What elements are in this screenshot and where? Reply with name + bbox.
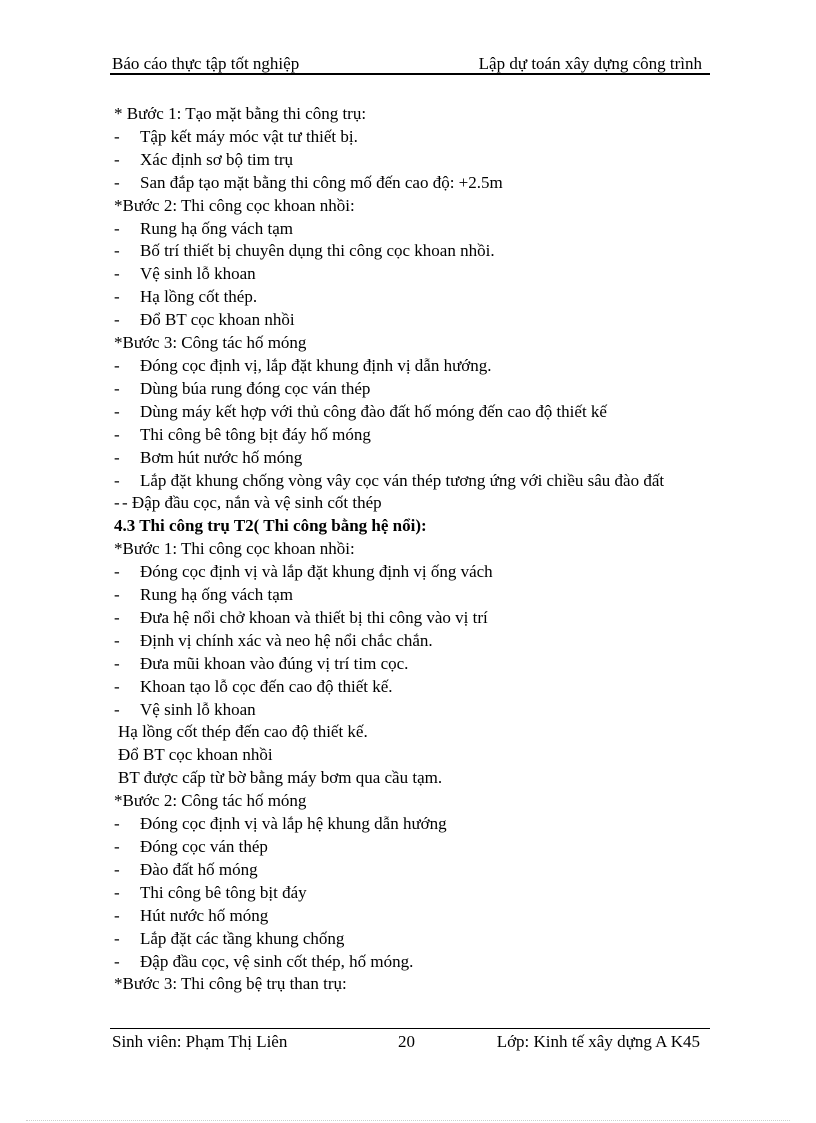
bullet-dash: - [114,149,120,169]
page-bottom-dotted-border [26,1120,790,1121]
step-title: *Bước 3: Thi công bệ trụ than trụ: [114,974,347,994]
list-item [114,240,706,263]
bullet-dash: - [114,493,120,513]
bullet-dash: - [114,470,120,490]
list-item-text: Đào đất hố móng [140,859,258,879]
bullet-dash: - [114,378,120,398]
bullet-dash: - [114,653,120,673]
bullet-dash: - [114,630,120,650]
list-item [114,561,706,584]
list-item [114,424,706,447]
list-item-text: Hút nước hố móng [140,905,269,925]
section-heading: 4.3 Thi công trụ T2( Thi công bằng hệ nổi): [114,516,427,536]
list-item-text: San đắp tạo mặt bằng thi công mố đến cao độ: +2.5m [140,172,503,192]
step-title: *Bước 2: Thi công cọc khoan nhồi: [114,195,355,215]
list-item [114,882,706,905]
list-item-text: Xác định sơ bộ tim trụ [140,149,293,169]
list-item [114,149,706,172]
list-item [114,836,706,859]
page-footer [110,1032,710,1052]
bullet-dash: - [114,264,120,284]
bullet-dash: - [114,905,120,925]
bullet-dash: - [114,676,120,696]
bullet-dash: - [114,607,120,627]
list-item [114,951,706,974]
bullet-dash: - [114,218,120,238]
bullet-dash: - [114,562,120,582]
list-item [114,447,706,470]
bullet-dash: - [114,241,120,261]
page-header [110,54,710,74]
list-item [114,905,706,928]
bullet-dash: - [114,355,120,375]
bullet-dash: - [114,951,120,971]
bullet-dash: - [114,928,120,948]
list-item [114,630,706,653]
list-item [114,813,706,836]
list-item-text: Hạ lồng cốt thép. [140,287,258,307]
list-item-text: Đưa mũi khoan vào đúng vị trí tim cọc. [140,653,409,673]
list-item [114,378,706,401]
list-item-text: Định vị chính xác và neo hệ nổi chắc chắn. [140,630,433,650]
bullet-dash: - [114,859,120,879]
list-item [114,699,706,722]
list-item-text: Đóng cọc ván thép [140,837,268,856]
list-item-text: Tập kết máy móc vật tư thiết bị. [140,126,358,146]
list-item [114,126,706,149]
list-item [114,172,706,195]
body-text-line: Đổ BT cọc khoan nhồi [118,745,273,765]
footer-class-name: Lớp: Kinh tế xây dựng A K45 [496,1032,700,1051]
bullet-dash: - [114,172,120,192]
step-title: *Bước 1: Thi công cọc khoan nhồi: [114,539,355,559]
list-item-text: Rung hạ ống vách tạm [140,585,293,605]
list-item [114,309,706,332]
list-item [114,286,706,309]
list-item-text: Đổ BT cọc khoan nhồi [140,310,295,330]
document-body [114,103,706,996]
bullet-dash: - [114,814,120,834]
list-item-text: Rung hạ ống vách tạm [140,218,293,238]
header-rule [110,73,710,75]
list-item-text: - Đập đầu cọc, nắn và vệ sinh cốt thép [122,493,382,513]
list-item [114,263,706,286]
list-item-text: Đóng cọc định vị và lắp đặt khung định vị ống vách [140,562,493,582]
list-item [114,607,706,630]
bullet-dash: - [114,287,120,307]
bullet-dash: - [114,585,120,605]
list-item-text: Dùng máy kết hợp với thủ công đào đất hố móng đến cao độ thiết kế [140,401,607,421]
header-project-title: Lập dự toán xây dựng công trình [478,54,702,73]
list-item [114,676,706,699]
step-title: *Bước 3: Công tác hố móng [114,333,307,353]
list-item-text: Vệ sinh lỗ khoan [140,264,256,284]
list-item-text: Khoan tạo lỗ cọc đến cao độ thiết kế. [140,676,393,696]
body-text-line: Hạ lồng cốt thép đến cao độ thiết kế. [118,722,368,742]
bullet-dash: - [114,401,120,421]
list-item [114,653,706,676]
list-item [114,218,706,241]
list-item [114,492,706,515]
list-item-text: Lắp đặt khung chống vòng vây cọc ván thép tương ứng với chiều sâu đào đất [140,470,665,490]
step-title: *Bước 2: Công tác hố móng [114,791,307,811]
list-item [114,584,706,607]
step-title: * Bước 1: Tạo mặt bằng thi công trụ: [114,104,367,123]
list-item [114,859,706,882]
list-item-text: Lắp đặt các tầng khung chống [140,928,345,948]
footer-rule [110,1028,710,1029]
footer-page-number: 20 [398,1032,415,1051]
bullet-dash: - [114,699,120,719]
bullet-dash: - [114,424,120,444]
list-item-text: Bố trí thiết bị chuyên dụng thi công cọc khoan nhồi. [140,241,495,261]
footer-student-name: Sinh viên: Phạm Thị Liên [112,1032,288,1051]
list-item-text: Dùng búa rung đóng cọc ván thép [140,378,371,398]
list-item-text: Thi công bê tông bịt đáy hố móng [140,424,371,444]
list-item [114,355,706,378]
list-item [114,401,706,424]
list-item-text: Vệ sinh lỗ khoan [140,699,256,719]
list-item-text: Đóng cọc định vị và lắp hệ khung dẫn hướng [140,814,447,834]
list-item [114,470,706,493]
list-item [114,928,706,951]
list-item-text: Thi công bê tông bịt đáy [140,882,307,902]
header-report-title: Báo cáo thực tập tốt nghiệp [112,54,300,73]
bullet-dash: - [114,882,120,902]
bullet-dash: - [114,310,120,330]
bullet-dash: - [114,837,120,856]
body-text-line: BT được cấp từ bờ bằng máy bơm qua cầu tạm. [118,768,443,788]
list-item-text: Đóng cọc định vị, lắp đặt khung định vị dẫn hướng. [140,355,492,375]
bullet-dash: - [114,447,120,467]
bullet-dash: - [114,126,120,146]
list-item-text: Đưa hệ nổi chở khoan và thiết bị thi công vào vị trí [140,607,488,627]
list-item-text: Bơm hút nước hố móng [140,447,303,467]
list-item-text: Đập đầu cọc, vệ sinh cốt thép, hố móng. [140,951,414,971]
